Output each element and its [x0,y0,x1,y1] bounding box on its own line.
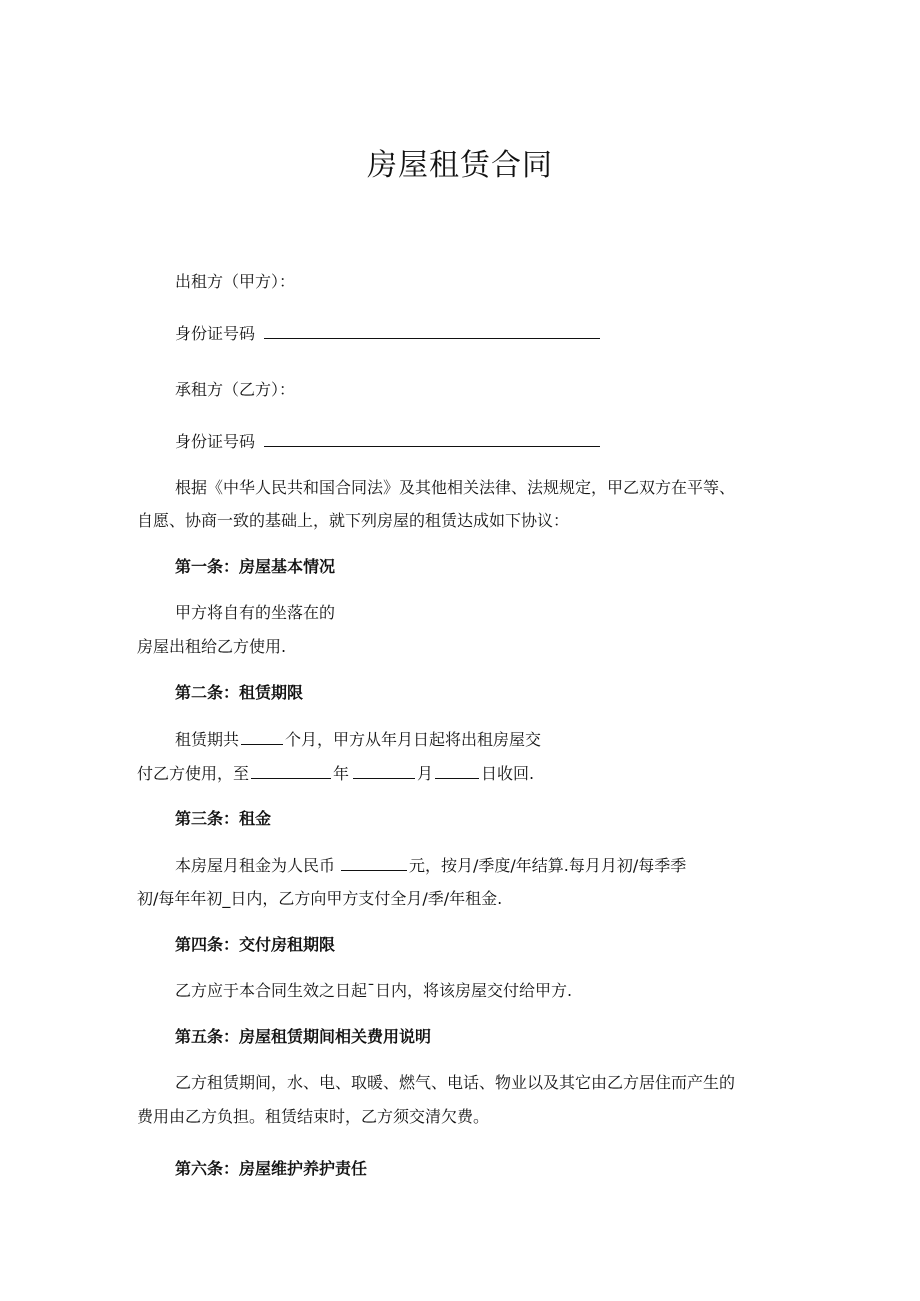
article-3-line-1 [175,854,686,877]
article-5-line-1: 乙方租赁期间，水、电、取暖、燃气、电话、物业以及其它由乙方居住而产生的 [175,1073,736,1092]
day-blank [435,762,479,779]
id-label: 身份证号码 [175,324,256,343]
intro-line-2: 自愿、协商一致的基础上，就下列房屋的租赁达成如下协议： [137,511,570,530]
rent-prefix: 本房屋月租金为人民币 [175,856,336,875]
article-3-line-2: 初/每年年初_日内，乙方向甲方支付全月/季/年租金. [137,889,503,908]
end-suffix: 日收回. [481,764,535,783]
month-unit: 月 [417,764,434,783]
article-5-line-2: 费用由乙方负担。租赁结束时，乙方须交清欠费。 [137,1107,490,1126]
year-unit: 年 [333,764,350,783]
term-rest: 个月，甲方从年月日起将出租房屋交 [285,730,542,749]
article-4-line: 乙方应于本合同生效之日起¯日内，将该房屋交付给甲方. [175,981,573,1000]
id-label: 身份证号码 [175,432,256,451]
article-2-line-2 [137,762,534,785]
rent-amount-blank [341,854,407,871]
month-blank [353,762,415,779]
end-prefix: 付乙方使用，至 [137,764,250,783]
article-3-heading: 第三条：租金 [175,809,272,828]
article-4-heading: 第四条：交付房租期限 [175,935,336,954]
lessor-id-blank [264,322,600,339]
intro-line-1: 根据《中华人民共和国合同法》及其他相关法律、法规规定，甲乙双方在平等、 [175,478,736,497]
lessee-label: 承租方（乙方）： [175,380,296,399]
document-title: 房屋租赁合同 [367,148,553,183]
article-1-line-1: 甲方将自有的坐落在的 [175,603,336,622]
article-5-heading: 第五条：房屋租赁期间相关费用说明 [175,1027,432,1046]
lessee-id-line [175,430,600,453]
article-1-heading: 第一条：房屋基本情况 [175,557,336,576]
article-6-heading: 第六条：房屋维护养护责任 [175,1159,368,1178]
article-1-line-2: 房屋出租给乙方使用. [137,637,287,656]
article-2-heading: 第二条：租赁期限 [175,683,304,702]
months-blank [241,728,283,745]
term-prefix: 租赁期共 [175,730,240,749]
lessor-id-line [175,322,600,345]
year-blank [251,762,331,779]
article-2-line-1 [175,728,541,751]
lessor-label: 出租方（甲方）： [175,272,296,291]
lessee-id-blank [264,430,600,447]
rent-rest: 元，按月/季度/年结算.每月月初/每季季 [409,856,687,875]
